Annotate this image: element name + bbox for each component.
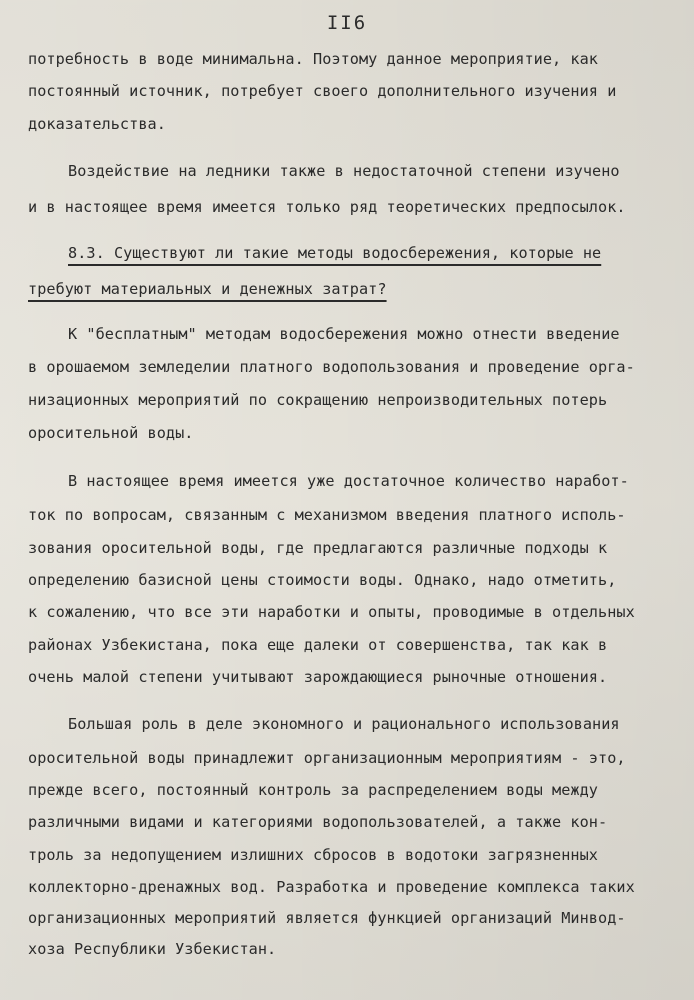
text-line: доказательства. [28,115,166,133]
text-line: оросительной воды. [28,424,194,442]
section-heading: 8.3. Существуют ли такие методы водосбережения, которые не [68,244,602,262]
text-line: ток по вопросам, связанным с механизмом введения платного исполь- [28,506,626,524]
text-line: к сожалению, что все эти наработки и опыты, проводимые в отдельных [28,603,635,621]
text-line: постоянный источник, потребует своего дополнительного изучения и [28,82,617,100]
text-line: В настоящее время имеется уже достаточное количество наработ- [68,472,629,490]
text-line: Воздействие на ледники также в недостаточной степени изучено [68,162,620,180]
text-line: различными видами и категориями водопользователей, а также кон- [28,813,608,831]
text-line: оросительной воды принадлежит организационным мероприятиям - это, [28,749,626,767]
text-line: потребность в воде минимальна. Поэтому данное мероприятие, как [28,50,599,68]
text-line: и в настоящее время имеется только ряд теоретических предпосылок. [28,198,626,216]
page-number: II6 [326,12,368,34]
text-line: организационных мероприятий является функцией организаций Минвод- [28,909,626,927]
text-line: очень малой степени учитывают зарождающиеся рыночные отношения. [28,668,608,686]
text-line: Большая роль в деле экономного и рационального использования [68,715,620,733]
text-line: коллекторно-дренажных вод. Разработка и проведение комплекса таких [28,878,635,896]
section-heading: требуют материальных и денежных затрат? [28,280,387,298]
text-line: зования оросительной воды, где предлагаются различные подходы к [28,539,608,557]
text-line: хоза Республики Узбекистан. [28,940,277,958]
text-line: прежде всего, постоянный контроль за распределением воды между [28,781,599,799]
text-line: троль за недопущением излишних сбросов в водотоки загрязненных [28,846,599,864]
text-line: определению базисной цены стоимости воды. Однако, надо отметить, [28,571,617,589]
text-line: низационных мероприятий по сокращению непроизводительных потерь [28,391,608,409]
text-line: в орошаемом земледелии платного водопользования и проведение орга- [28,358,635,376]
text-line: К "бесплатным" методам водосбережения можно отнести введение [68,325,620,343]
text-line: районах Узбекистана, пока еще далеки от совершенства, так как в [28,636,608,654]
